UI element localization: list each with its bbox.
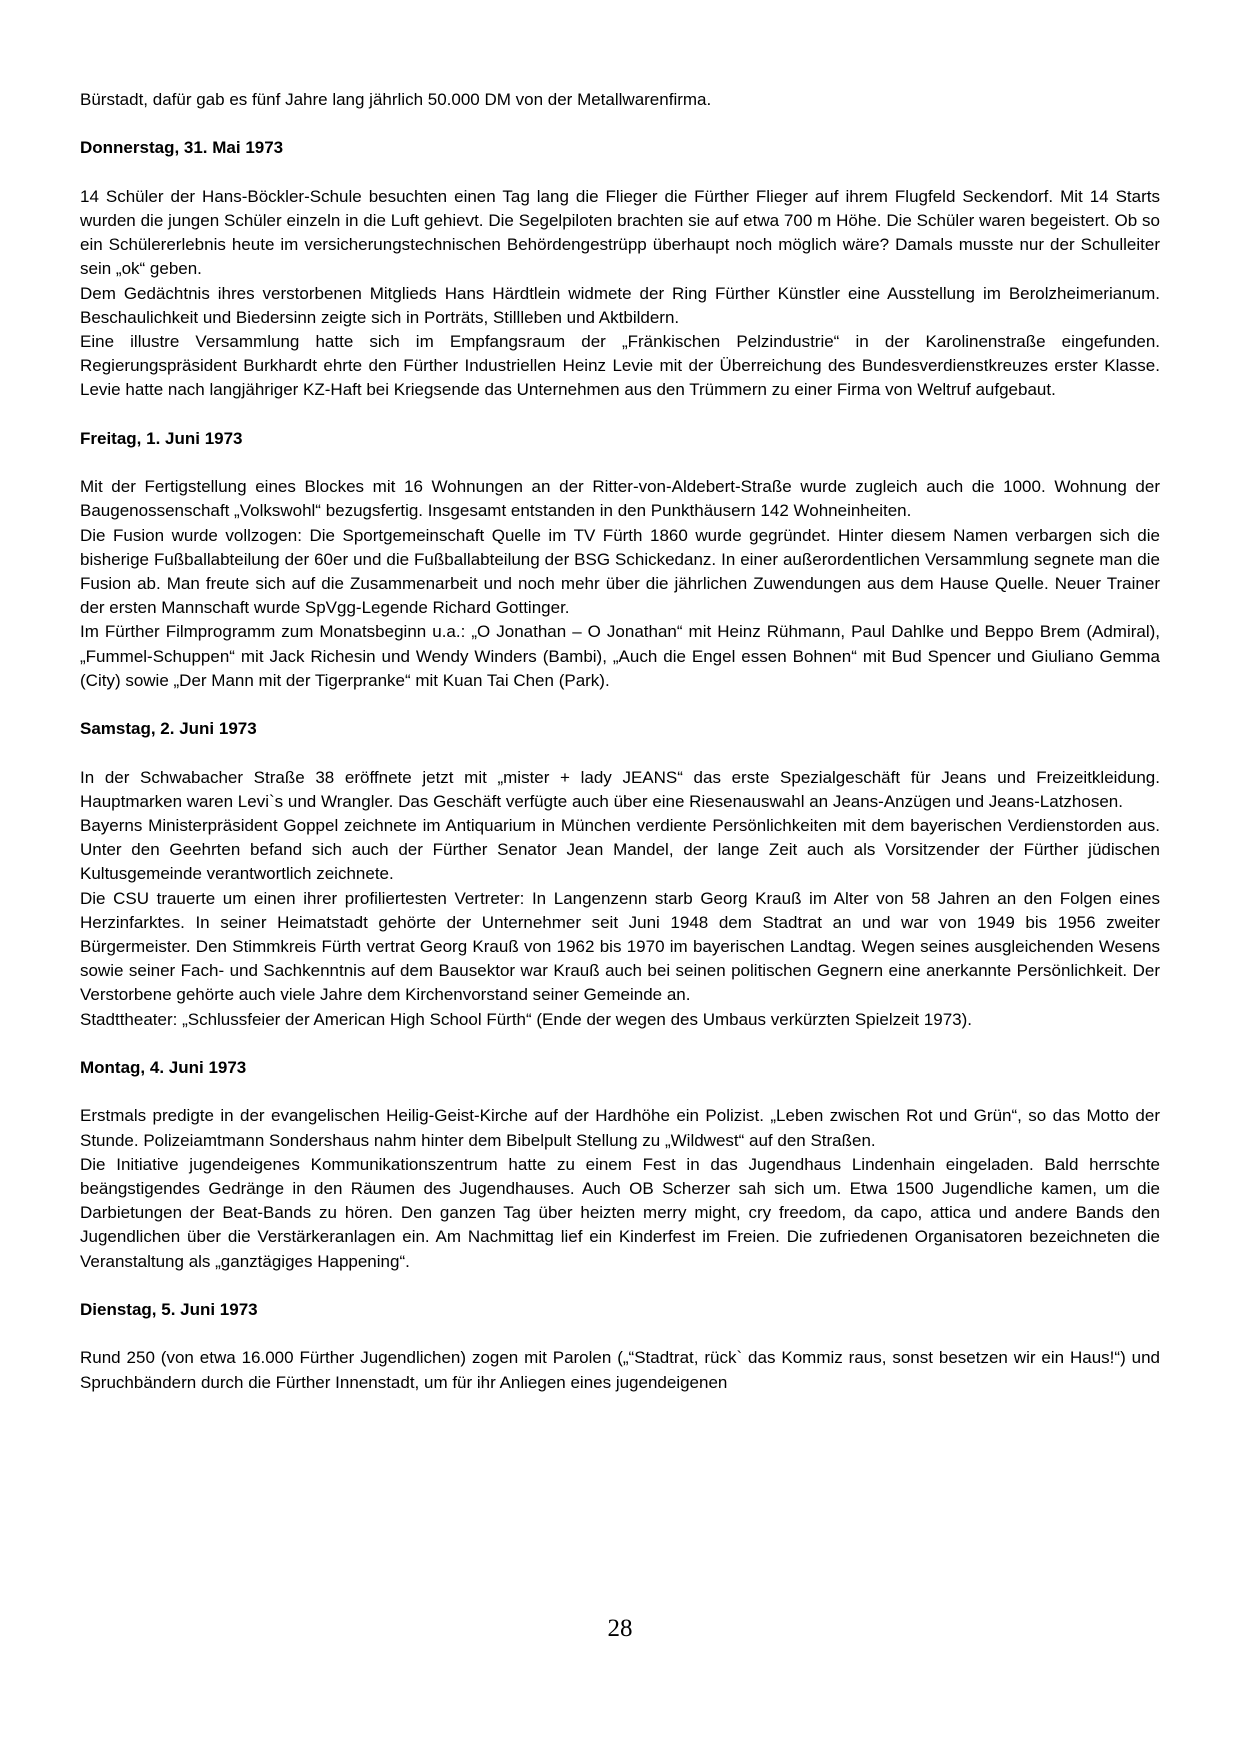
paragraph-volkswohl-wohnungen: Mit der Fertigstellung eines Blockes mit 16 Wohnungen an der Ritter-von-Aldebert-Straße wurde zugleich auch die 1000. Wohnung der Baugenossenschaft „Volkswohl“ bezugsfertig. Insgesamt entstanden in den Punkthäusern 142 Wohneinheiten. (80, 477, 1160, 521)
page-footer (80, 1614, 1160, 1644)
paragraph-levie-bundesverdienstkreuz: Eine illustre Versammlung hatte sich im Empfangsraum der „Fränkischen Pelzindustrie“ in der Karolinenstraße eingefunden. Regierungspräsident Burkhardt ehrte den Fürther Industriellen Heinz Levie mit der Überreichung des Bundesverdienstkreuzes erster Klasse. Levie hatte nach langjähriger KZ-Haft bei Kriegsende das Unternehmen aus den Trümmern zu einer Firma von Weltruf aufgebaut. (80, 332, 1160, 400)
date-heading-montag-4-juni-1973: Montag, 4. Juni 1973 (80, 1058, 247, 1078)
paragraph-polizist-predigt: Erstmals predigte in der evangelischen Heilig-Geist-Kirche auf der Hardhöhe ein Polizist. „Leben zwischen Rot und Grün“, so das Motto der Stunde. Polizeiamtmann Sondershaus nahm hinter dem Bibelpult Stellung zu „Wildwest“ auf den Straßen. (80, 1106, 1160, 1150)
paragraph-buerstadt: Bürstadt, dafür gab es fünf Jahre lang jährlich 50.000 DM von der Metallwarenfirma. (80, 90, 712, 109)
paragraph-filmprogramm: Im Fürther Filmprogramm zum Monatsbeginn u.a.: „O Jonathan – O Jonathan“ mit Heinz Rühmann, Paul Dahlke und Beppo Brem (Admiral), „Fummel-Schuppen“ mit Jack Richesin und Wendy Winders (Bambi), „Auch die Engel essen Bohnen“ mit Bud Spencer und Giuliano Gemma (City) sowie „Der Mann mit der Tigerpranke“ mit Kuan Tai Chen (Park). (80, 622, 1160, 690)
date-heading-freitag-1-juni-1973: Freitag, 1. Juni 1973 (80, 428, 243, 448)
paragraph-verdienstorden-mandel: Bayerns Ministerpräsident Goppel zeichnete im Antiquarium in München verdiente Persönlichkeiten mit dem bayerischen Verdienstorden aus. Unter den Geehrten befand sich auch der Fürther Senator Jean Mandel, der lange Zeit auch als Vorsitzender der Fürther jüdischen Kultusgemeinde verantwortlich zeichnete. (80, 816, 1160, 884)
paragraph-haerdtlein-ausstellung: Dem Gedächtnis ihres verstorbenen Mitglieds Hans Härdtlein widmete der Ring Fürther Künstler eine Ausstellung im Berolzheimerianum. Beschaulichkeit und Biedersinn zeigte sich in Porträts, Stillleben und Aktbildern. (80, 283, 1160, 327)
page-content (80, 88, 1160, 1395)
paragraph-fusion-quelle: Die Fusion wurde vollzogen: Die Sportgemeinschaft Quelle im TV Fürth 1860 wurde gegründet. Hinter diesem Namen verbargen sich die bisherige Fußballabteilung der 60er und die Fußballabteilung der BSG Schickedanz. In einer außerordentlichen Versammlung segnete man die Fusion ab. Man freute sich auf die Zusammenarbeit und noch mehr über die jährlichen Zuwendungen aus dem Hause Quelle. Neuer Trainer der ersten Mannschaft wurde SpVgg-Legende Richard Gottinger. (80, 525, 1160, 618)
paragraph-jugendhaus-lindenhain: Die Initiative jugendeigenes Kommunikationszentrum hatte zu einem Fest in das Jugendhaus Lindenhain eingeladen. Bald herrschte beängstigendes Gedränge in den Räumen des Jugendhauses. Auch OB Scherzer sah sich um. Etwa 1500 Jugendliche kamen, um die Darbietungen der Beat-Bands zu hören. Den ganzen Tag über heizten merry might, cry freedom, da capo, attica und andere Bands den Jugendlichen über die Verstärkeranlagen ein. Am Nachmittag lief ein Kinderfest im Freien. Die zufriedenen Organisatoren bezeichneten die Veranstaltung als „ganztägiges Happening“. (80, 1154, 1160, 1271)
page-number: 28 (607, 1615, 633, 1642)
paragraph-schueler-flugfeld: 14 Schüler der Hans-Böckler-Schule besuchten einen Tag lang die Flieger die Fürther Flieger auf ihrem Flugfeld Seckendorf. Mit 14 Starts wurden die jungen Schüler einzeln in die Luft gehievt. Die Segelpiloten brachten sie auf etwa 700 m Höhe. Die Schüler waren begeistert. Ob so ein Schülererlebnis heute im versicherungstechnischen Behördengestrüpp überhaupt noch möglich wäre? Damals musste nur der Schulleiter sein „ok“ geben. (80, 186, 1160, 279)
date-heading-donnerstag-31-mai-1973: Donnerstag, 31. Mai 1973 (80, 138, 284, 158)
date-heading-samstag-2-juni-1973: Samstag, 2. Juni 1973 (80, 719, 257, 739)
paragraph-jugend-demo: Rund 250 (von etwa 16.000 Fürther Jugendlichen) zogen mit Parolen („“Stadtrat, rück` das Kommiz raus, sonst besetzen wir ein Haus!“) und Spruchbändern durch die Fürther Innenstadt, um für ihr Anliegen eines jugendeigenen (80, 1348, 1160, 1392)
paragraph-stadttheater: Stadttheater: „Schlussfeier der American High School Fürth“ (Ende der wegen des Umbaus verkürzten Spielzeit 1973). (80, 1009, 973, 1029)
date-heading-dienstag-5-juni-1973: Dienstag, 5. Juni 1973 (80, 1300, 258, 1320)
paragraph-jeans-geschaeft: In der Schwabacher Straße 38 eröffnete jetzt mit „mister + lady JEANS“ das erste Spezialgeschäft für Jeans und Freizeitkleidung. Hauptmarken waren Levi`s und Wrangler. Das Geschäft verfügte auch über eine Riesenauswahl an Jeans-Anzügen und Jeans-Latzhosen. (80, 767, 1160, 811)
paragraph-georg-krauss: Die CSU trauerte um einen ihrer profiliertesten Vertreter: In Langenzenn starb Georg Krauß im Alter von 58 Jahren an den Folgen eines Herzinfarktes. In seiner Heimatstadt gehörte der Unternehmer seit Juni 1948 dem Stadtrat an und war von 1949 bis 1956 zweiter Bürgermeister. Den Stimmkreis Fürth vertrat Georg Krauß von 1962 bis 1970 im bayerischen Landtag. Wegen seines ausgleichenden Wesens sowie seiner Fach- und Sachkenntnis auf dem Bausektor war Krauß auch bei seinen politischen Gegnern eine anerkannte Persönlichkeit. Der Verstorbene gehörte auch viele Jahre dem Kirchenvorstand seiner Gemeinde an. (80, 888, 1160, 1005)
